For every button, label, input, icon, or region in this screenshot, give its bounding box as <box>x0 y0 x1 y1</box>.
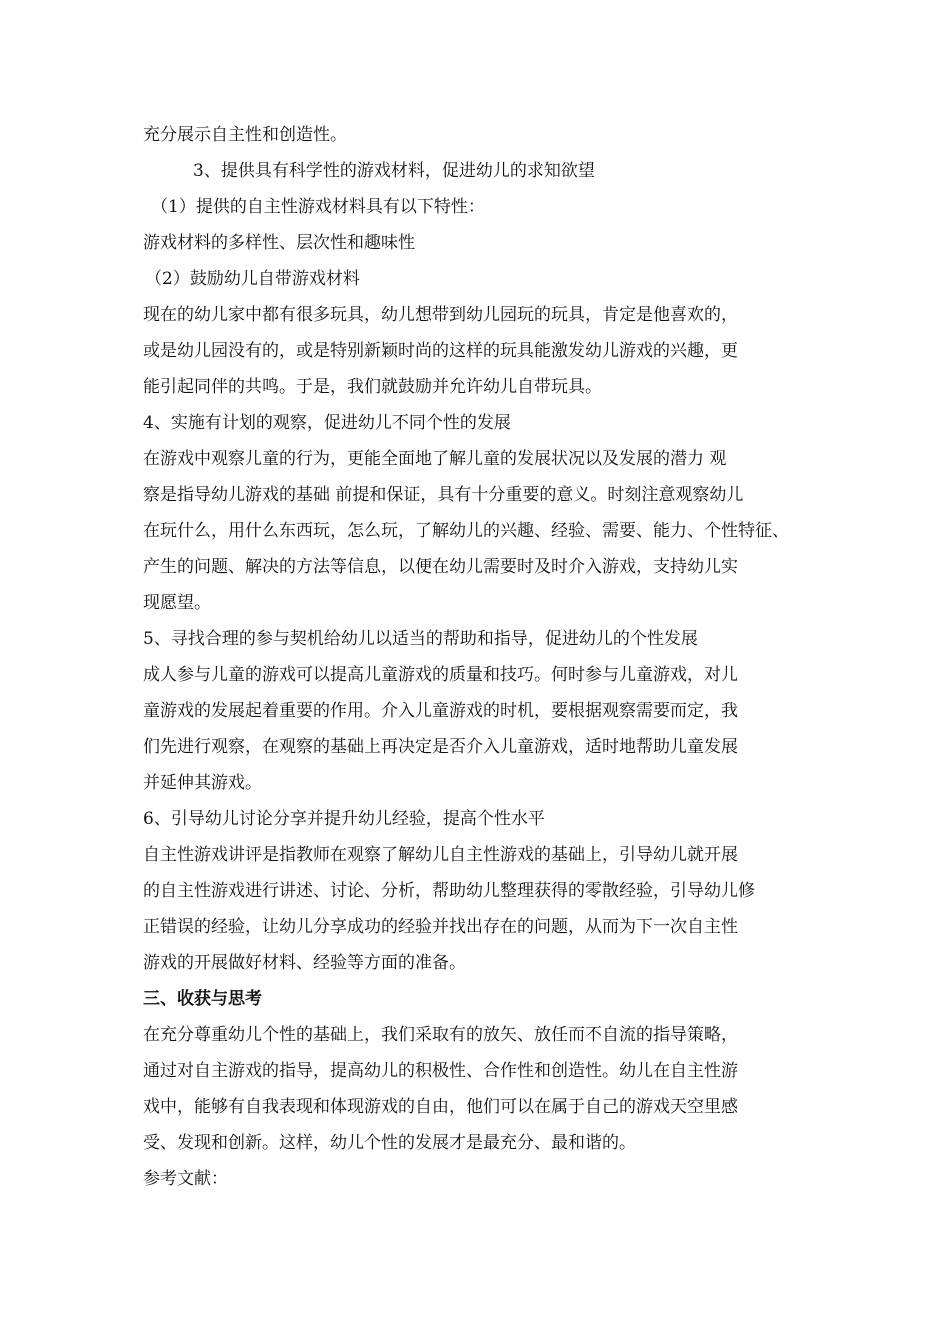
text-line: 们先进行观察，在观察的基础上再决定是否介入儿童游戏，适时地帮助儿童发展 <box>143 737 738 757</box>
text-line: 能引起同伴的共鸣。于是，我们就鼓励并允许幼儿自带玩具。 <box>143 377 602 397</box>
text-line: 戏中，能够有自我表现和体现游戏的自由，他们可以在属于自己的游戏天空里感 <box>143 1097 738 1117</box>
text-line: 现在的幼儿家中都有很多玩具，幼儿想带到幼儿园玩的玩具，肯定是他喜欢的， <box>143 305 738 325</box>
text-line: 察是指导幼儿游戏的基础 前提和保证，具有十分重要的意义。时刻注意观察幼儿 <box>143 485 744 505</box>
subsection-heading: 4、实施有计划的观察，促进幼儿不同个性的发展 <box>143 413 511 433</box>
text-line: 正错误的经验，让幼儿分享成功的经验并找出存在的问题，从而为下一次自主性 <box>143 917 738 937</box>
text-line: 并延伸其游戏。 <box>143 773 262 793</box>
document-body <box>143 117 823 1197</box>
text-line: 现愿望。 <box>143 593 211 613</box>
sub-item-heading: （1）提供的自主性游戏材料具有以下特性： <box>151 197 485 217</box>
text-line: 在玩什么，用什么东西玩，怎么玩，了解幼儿的兴趣、经验、需要、能力、个性特征、 <box>143 521 789 541</box>
text-line: 在游戏中观察儿童的行为，更能全面地了解儿童的发展状况以及发展的潜力 观 <box>143 449 727 469</box>
text-line: 童游戏的发展起着重要的作用。介入儿童游戏的时机，要根据观察需要而定，我 <box>143 701 738 721</box>
sub-item-heading: （2）鼓励幼儿自带游戏材料 <box>145 269 360 289</box>
text-line: 游戏的开展做好材料、经验等方面的准备。 <box>143 953 466 973</box>
subsection-heading: 3、提供具有科学性的游戏材料，促进幼儿的求知欲望 <box>193 161 595 181</box>
subsection-heading: 6、引导幼儿讨论分享并提升幼儿经验，提高个性水平 <box>143 809 545 829</box>
text-line: 通过对自主游戏的指导，提高幼儿的积极性、合作性和创造性。幼儿在自主性游 <box>143 1061 738 1081</box>
text-line: 充分展示自主性和创造性。 <box>143 125 347 145</box>
references-heading: 参考文献： <box>143 1169 228 1189</box>
text-line: 自主性游戏讲评是指教师在观察了解幼儿自主性游戏的基础上，引导幼儿就开展 <box>143 845 738 865</box>
section-heading: 三、收获与思考 <box>143 989 262 1009</box>
text-line: 受、发现和创新。这样，幼儿个性的发展才是最充分、最和谐的。 <box>143 1133 636 1153</box>
subsection-heading: 5、寻找合理的参与契机给幼儿以适当的帮助和指导，促进幼儿的个性发展 <box>143 629 698 649</box>
text-line: 的自主性游戏进行讲述、讨论、分析，帮助幼儿整理获得的零散经验，引导幼儿修 <box>143 881 755 901</box>
text-line: 游戏材料的多样性、层次性和趣味性 <box>143 233 415 253</box>
text-line: 产生的问题、解决的方法等信息，以便在幼儿需要时及时介入游戏，支持幼儿实 <box>143 557 738 577</box>
text-line: 在充分尊重幼儿个性的基础上，我们采取有的放矢、放任而不自流的指导策略， <box>143 1025 738 1045</box>
text-line: 成人参与儿童的游戏可以提高儿童游戏的质量和技巧。何时参与儿童游戏，对儿 <box>143 665 738 685</box>
text-line: 或是幼儿园没有的，或是特别新颖时尚的这样的玩具能激发幼儿游戏的兴趣，更 <box>143 341 738 361</box>
